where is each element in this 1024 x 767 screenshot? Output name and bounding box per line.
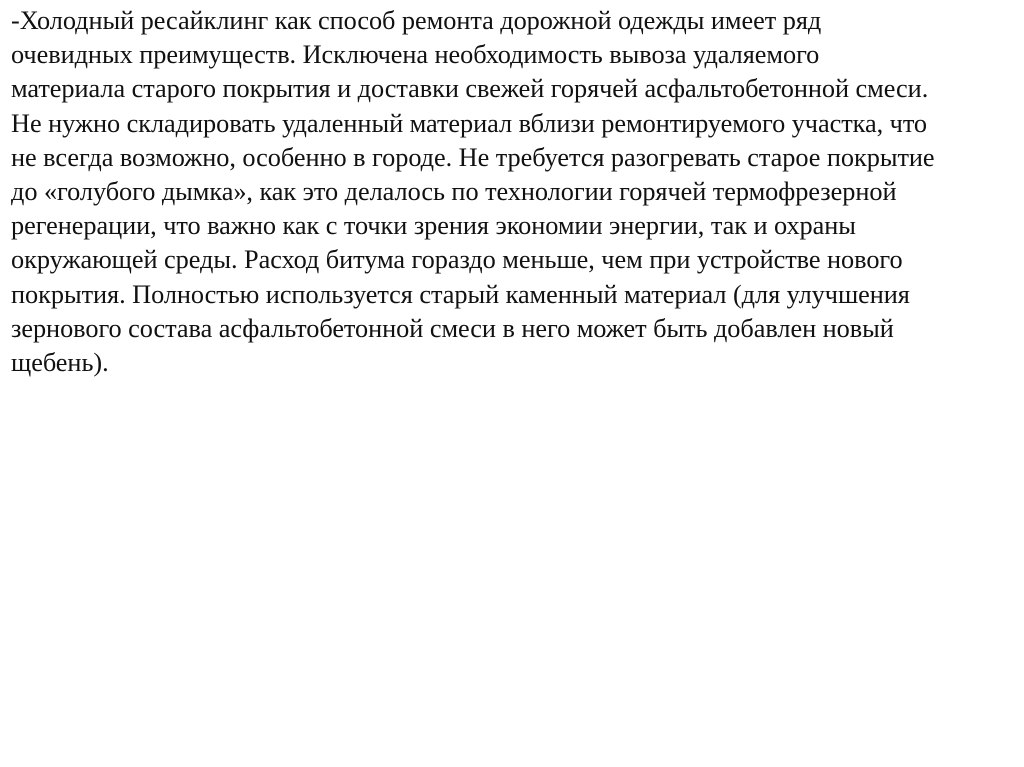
text-line: щебень).: [11, 348, 109, 378]
text-line: покрытия. Полностью используется старый каменный материал (для улучшения: [11, 279, 910, 309]
text-line: Не нужно складировать удаленный материал вблизи ремонтируемого участка, что: [11, 108, 928, 138]
text-line: очевидных преимуществ. Исключена необходимость вывоза удаляемого: [11, 40, 820, 70]
text-line: материала старого покрытия и доставки свежей горячей асфальтобетонной смеси.: [11, 74, 929, 104]
text-line: -Холодный ресайклинг как способ ремонта дорожной одежды имеет ряд: [11, 6, 822, 35]
text-line: до «голубого дымка», как это делалось по технологии горячей термофрезерной: [11, 177, 897, 207]
text-line: зернового состава асфальтобетонной смеси в него может быть добавлен новый: [11, 313, 894, 343]
text-line: регенерации, что важно как с точки зрения экономии энергии, так и охраны: [11, 211, 856, 241]
body-paragraph: [11, 4, 1016, 380]
text-line: окружающей среды. Расход битума гораздо меньше, чем при устройстве нового: [11, 245, 903, 275]
text-line: не всегда возможно, особенно в городе. Не требуется разогревать старое покрытие: [11, 142, 935, 172]
